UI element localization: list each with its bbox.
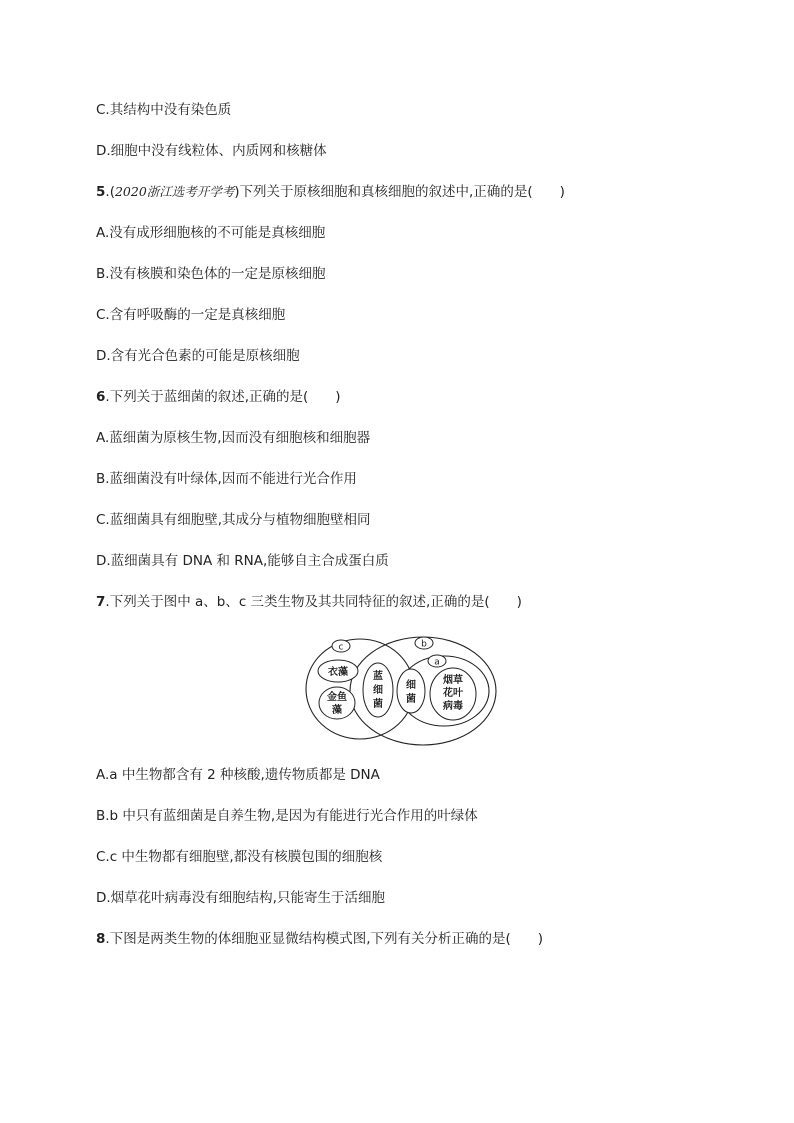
question-5-paren-open: .( [105,184,115,200]
question-7-text: .下列关于图中 a、b、c 三类生物及其共同特征的叙述,正确的是( ) [105,594,522,610]
jinyuzao-label-2: 藻 [332,705,342,716]
yancao-label-2: 花叶 [443,688,463,699]
question-7-number: 7 [96,594,106,610]
q6-option-a: A.蓝细菌为原核生物,因而没有细胞核和细胞器 [96,430,371,446]
jinyuzao-label-1: 金鱼 [327,692,347,703]
xijun-label-2: 菌 [406,694,416,705]
question-8 [96,929,543,949]
yancao-label-1: 烟草 [443,675,463,686]
venn-diagram [300,632,500,748]
question-5-source: 2020浙江选考开学考 [114,184,235,199]
q7-option-a: A.a 中生物都含有 2 种核酸,遗传物质都是 DNA [96,767,380,783]
question-6-number: 6 [96,389,106,405]
q5-option-d: D.含有光合色素的可能是原核细胞 [96,348,300,364]
question-5-number: 5 [96,184,106,200]
q7-option-c: C.c 中生物都有细胞壁,都没有核膜包围的细胞核 [96,849,383,865]
question-5-text: )下列关于原核细胞和真核细胞的叙述中,正确的是( ) [234,184,565,200]
q5-option-b: B.没有核膜和染色体的一定是原核细胞 [96,266,326,282]
question-8-text: .下图是两类生物的体细胞亚显微结构模式图,下列有关分析正确的是( ) [105,931,544,947]
q6-option-c: C.蓝细菌具有细胞壁,其成分与植物细胞壁相同 [96,512,371,528]
yancao-label-3: 病毒 [443,701,463,712]
question-7 [96,592,522,612]
label-a: a [434,657,440,668]
q5-option-c: C.含有呼吸酶的一定是真核细胞 [96,307,286,323]
question-6 [96,387,341,407]
question-6-text: .下列关于蓝细菌的叙述,正确的是( ) [105,389,341,405]
q6-option-b: B.蓝细菌没有叶绿体,因而不能进行光合作用 [96,471,357,487]
q4-option-c: C.其结构中没有染色质 [96,102,232,118]
q7-option-b: B.b 中只有蓝细菌是自养生物,是因为有能进行光合作用的叶绿体 [96,808,478,824]
q7-option-d: D.烟草花叶病毒没有细胞结构,只能寄生于活细胞 [96,890,385,906]
label-b: b [421,639,427,650]
q5-option-a: A.没有成形细胞核的不可能是真核细胞 [96,225,326,241]
lanxijun-label-3: 菌 [373,699,383,710]
label-c: c [338,642,344,653]
xijun-ellipse [397,669,425,713]
lanxijun-label-2: 细 [373,685,383,696]
xijun-label-1: 细 [406,680,416,691]
question-5 [96,182,565,202]
q6-option-d: D.蓝细菌具有 DNA 和 RNA,能够自主合成蛋白质 [96,553,389,569]
q4-option-d: D.细胞中没有线粒体、内质网和核糖体 [96,143,327,159]
yizao-label: 衣藻 [328,667,348,678]
question-8-number: 8 [96,931,106,947]
lanxijun-label-1: 蓝 [373,671,383,682]
